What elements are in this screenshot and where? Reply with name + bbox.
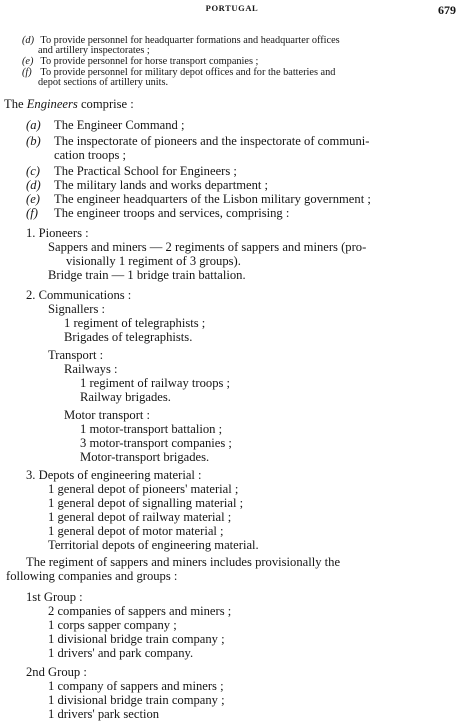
intro-italic-term: Engineers (26, 97, 78, 111)
list-item: 1 divisional bridge train company ; (48, 632, 225, 646)
list-item: 1 general depot of pioneers' material ; (48, 482, 239, 496)
subheading-railways: Railways : (64, 362, 118, 376)
list-item-continuation: depot sections of artillery units. (38, 77, 169, 88)
list-item: 2 companies of sappers and miners ; (48, 604, 232, 618)
list-marker: (a) (26, 118, 41, 132)
list-item: 1 general depot of railway material ; (48, 510, 232, 524)
list-marker: (d) (26, 178, 41, 192)
pioneers-sappers-text: Sappers and miners — 2 regiments of sappers and miners (pro- (48, 240, 367, 254)
pioneers-sappers-continuation: visionally 1 regiment of 3 groups). (66, 254, 241, 268)
subheading-transport: Transport : (48, 348, 104, 362)
list-item: 1 motor-transport battalion ; (80, 422, 223, 436)
list-marker: (f) (22, 67, 32, 78)
list-item: Territorial depots of engineering material. (48, 538, 259, 552)
list-item-text: The inspectorate of pioneers and the inspectorate of communi- (54, 134, 370, 148)
list-item: Motor-transport brigades. (80, 450, 210, 464)
running-header (0, 3, 464, 17)
list-item-text: The engineer troops and services, comprising : (54, 206, 290, 220)
list-item: Railway brigades. (80, 390, 171, 404)
paragraph-line: The regiment of sappers and miners includes provisionally the (26, 555, 341, 569)
engineers-item-b (26, 135, 369, 148)
list-item-e-artillery (22, 57, 258, 67)
pioneers-bridge-train: Bridge train — 1 bridge train battalion. (48, 268, 246, 282)
list-item: 1 general depot of signalling material ; (48, 496, 244, 510)
section-heading-communications: 2. Communications : (26, 288, 132, 302)
engineers-item-a (26, 119, 184, 132)
list-item-text: To provide personnel for headquarter formations and headquarter offices (40, 35, 340, 46)
list-item: 1 corps sapper company ; (48, 618, 177, 632)
list-item-continuation: cation troops ; (54, 148, 127, 162)
list-item-text: To provide personnel for horse transport companies ; (40, 56, 259, 67)
subheading-motor-transport: Motor transport : (64, 408, 151, 422)
list-marker: (f) (26, 206, 38, 220)
engineers-item-f (26, 207, 289, 220)
list-item: 1 drivers' park section (48, 707, 160, 721)
section-heading-pioneers: 1. Pioneers : (26, 226, 89, 240)
list-item: Brigades of telegraphists. (64, 330, 193, 344)
list-item-text: The Engineer Command ; (54, 118, 185, 132)
group-heading-second: 2nd Group : (26, 665, 87, 679)
list-item: 1 regiment of telegraphists ; (64, 316, 206, 330)
list-item-continuation: and artillery inspectorates ; (38, 45, 150, 56)
engineers-item-c (26, 165, 237, 178)
list-item: 1 divisional bridge train company ; (48, 693, 225, 707)
list-item: 1 company of sappers and miners ; (48, 679, 224, 693)
intro-prefix: The (4, 97, 27, 111)
list-item: 1 regiment of railway troops ; (80, 376, 231, 390)
list-item-text: To provide personnel for military depot offices and for the batteries and (40, 67, 336, 78)
intro-suffix: comprise : (77, 97, 134, 111)
list-item-text: The Practical School for Engineers ; (54, 164, 237, 178)
list-item-text: The military lands and works department ; (54, 178, 269, 192)
list-marker: (e) (22, 56, 34, 67)
list-marker: (e) (26, 192, 40, 206)
running-title: PORTUGAL (205, 3, 259, 13)
page-number: 679 (438, 3, 456, 17)
list-item: 1 general depot of motor material ; (48, 524, 224, 538)
section-heading-depots: 3. Depots of engineering material : (26, 468, 202, 482)
list-marker: (b) (26, 134, 41, 148)
subheading-signallers: Signallers : (48, 302, 106, 316)
engineers-intro (4, 98, 134, 111)
group-heading-first: 1st Group : (26, 590, 83, 604)
engineers-item-d (26, 179, 268, 192)
list-marker: (c) (26, 164, 40, 178)
paragraph-line: following companies and groups : (6, 569, 178, 583)
list-item: 1 drivers' and park company. (48, 646, 194, 660)
engineers-item-e (26, 193, 371, 206)
list-item: 3 motor-transport companies ; (80, 436, 232, 450)
list-item-text: The engineer headquarters of the Lisbon military government ; (54, 192, 371, 206)
list-marker: (d) (22, 35, 35, 46)
